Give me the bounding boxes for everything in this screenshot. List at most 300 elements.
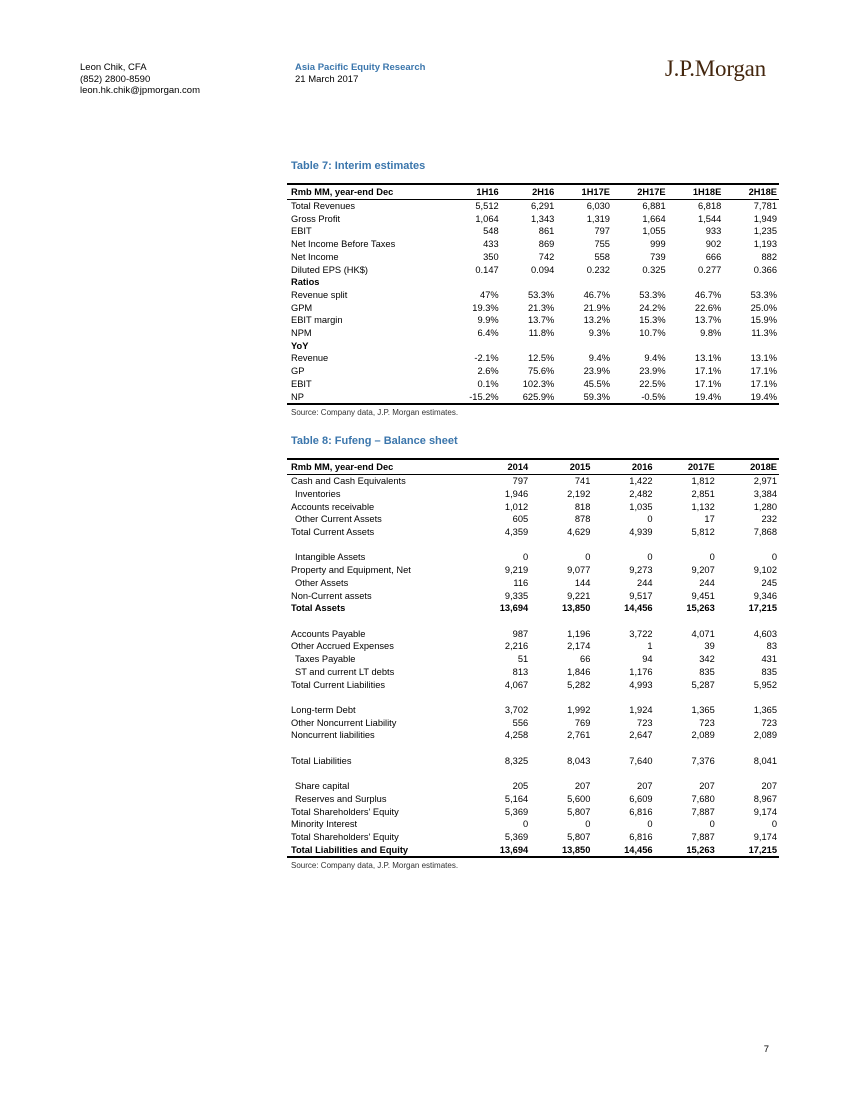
cell-value: 2,192 [567,488,591,499]
row-label [287,539,468,552]
column-header: 2H18E [723,184,779,200]
cell-value [592,691,654,704]
cell-value: 0.277 [698,264,722,275]
row-label: Accounts receivable [291,501,375,512]
column-header: 2H17E [612,184,668,200]
cell-value: 5,164 [504,793,529,804]
column-header: 1H16 [445,184,501,200]
cell-value: 6,030 [586,201,610,211]
cell-value [723,276,779,289]
cell-value: 4,603 [753,628,777,639]
cell-value [445,276,501,289]
table-row [287,640,779,653]
column-header: 1H17E [556,184,612,200]
table-row [287,513,779,526]
cell-value: 1,132 [691,501,715,512]
cell-value: 835 [761,666,777,677]
cell-value: 4,258 [504,730,529,741]
cell-value: 769 [574,717,591,728]
cell-value [468,539,530,552]
cell-value: 13.1% [750,353,777,364]
cell-value [655,691,717,704]
cell-value: 0 [647,819,653,830]
cell-value: 987 [512,628,529,639]
cell-value: 861 [538,226,555,237]
balance-sheet-section [287,435,779,871]
cell-value: 15,263 [686,844,715,855]
cell-value: 666 [705,251,722,262]
cell-value [530,767,592,780]
table7-source: Source: Company data, J.P. Morgan estimates. [291,408,459,418]
cell-value: 1 [647,641,653,652]
cell-value: 548 [483,226,499,237]
cell-value: -2.1% [474,353,499,364]
cell-value: 25.0% [750,302,777,313]
column-header: 2014 [468,459,530,475]
cell-value: 1,992 [567,704,591,715]
cell-value: 12.5% [527,353,555,364]
cell-value: 0.232 [586,264,610,275]
row-label: Total Shareholders' Equity [291,806,399,817]
spacer-row [287,539,779,552]
row-label: Taxes Payable [295,654,356,665]
cell-value: 9,174 [753,831,777,842]
cell-value: 882 [761,251,777,262]
cell-value: 51 [517,654,529,665]
cell-value: 0 [709,552,715,563]
table-row [287,717,779,730]
cell-value: 102.3% [522,378,555,389]
row-label: Other Accrued Expenses [291,641,394,652]
cell-value: 11.8% [528,328,555,339]
column-header: 2016 [592,459,654,475]
cell-value: 2,089 [691,730,715,741]
cell-value [668,340,724,353]
cell-value: 13.7% [527,315,555,326]
cell-value: 39 [704,641,715,652]
cell-value: 232 [761,514,777,525]
row-label: Long-term Debt [291,704,356,715]
cell-value: 0 [523,819,529,830]
cell-value: 558 [594,251,610,262]
row-label: Total Revenues [291,201,356,211]
table-row [287,251,779,264]
row-label [287,615,468,628]
cell-value: 342 [699,654,715,665]
cell-value: 6,609 [629,793,653,804]
cell-value: 8,041 [753,755,777,766]
spacer-row [287,691,779,704]
cell-value: 9.3% [588,328,610,339]
cell-value: 5,600 [567,793,591,804]
column-header: 1H18E [668,184,724,200]
table-row [287,666,779,679]
cell-value: 94 [642,654,653,665]
cell-value: 933 [705,226,722,237]
jpmorgan-logo: J.P.Morgan [664,56,766,81]
row-label: Gross Profit [291,213,341,224]
cell-value: 1,064 [475,213,499,224]
cell-value: 1,846 [567,666,591,677]
cell-value [717,767,779,780]
table-row [287,780,779,793]
cell-value: 11.3% [751,328,777,339]
cell-value: 8,325 [504,755,529,766]
cell-value: 723 [761,717,777,728]
spacer-row [287,742,779,755]
cell-value: 144 [574,577,591,588]
cell-value: 3,722 [629,628,653,639]
cell-value [612,340,668,353]
cell-value: 207 [761,781,777,792]
row-label: Cash and Cash Equivalents [291,476,406,487]
table-row [287,391,779,405]
cell-value: 1,235 [753,226,777,237]
cell-value: 625.9% [522,391,555,402]
row-label: Other Assets [295,577,349,588]
column-header: Rmb MM, year-end Dec [287,459,468,475]
cell-value: 5,952 [753,679,777,690]
cell-value [530,615,592,628]
cell-value: 17.1% [750,366,777,377]
cell-value [501,276,557,289]
cell-value: 5,812 [691,527,715,538]
cell-value: 1,949 [753,213,777,224]
cell-value: 21.9% [583,302,610,313]
cell-value [592,539,654,552]
row-label: Revenue split [291,289,348,300]
cell-value: 2,089 [753,730,777,741]
table-row [287,628,779,641]
division-title: Asia Pacific Equity Research [295,62,426,73]
table8-source: Source: Company data, J.P. Morgan estimates. [291,861,459,871]
table-row [287,590,779,603]
cell-value [655,742,717,755]
cell-value: 797 [594,226,610,237]
analyst-block [80,62,200,97]
cell-value: 66 [580,654,591,665]
cell-value [668,276,724,289]
table-row [287,352,779,365]
cell-value: 1,012 [504,501,529,512]
cell-value: 13,850 [561,603,591,614]
row-label: YoY [291,340,309,351]
row-label: Total Current Assets [291,527,375,538]
table-row [287,653,779,666]
balance-sheet-table [287,458,779,858]
cell-value [530,691,592,704]
cell-value: 1,343 [531,213,555,224]
cell-value: 9,335 [504,590,529,601]
cell-value: 739 [650,251,666,262]
cell-value: 4,067 [504,679,529,690]
cell-value: 5,287 [691,679,715,690]
cell-value: 1,946 [504,488,529,499]
cell-value: 46.7% [583,289,610,300]
cell-value: 9,219 [504,565,529,576]
cell-value: 6,816 [629,831,653,842]
row-label: Inventories [295,488,341,499]
table-row [287,213,779,226]
cell-value [592,742,654,755]
table-row [287,488,779,501]
cell-value: 47% [480,289,499,300]
analyst-email: leon.hk.chik@jpmorgan.com [80,85,201,96]
header-row [287,459,779,475]
cell-value: 7,640 [629,755,653,766]
cell-value [468,742,530,755]
row-label: Total Shareholders' Equity [291,831,399,842]
cell-value: -15.2% [469,391,499,402]
table-row [287,276,779,289]
cell-value: 13,694 [499,844,529,855]
cell-value [468,615,530,628]
cell-value [445,340,501,353]
cell-value: 0.1% [477,378,499,389]
cell-value: 0.366 [753,264,777,275]
row-label [287,767,468,780]
cell-value: -0.5% [641,391,666,402]
cell-value: 8,967 [753,793,777,804]
division-block [295,62,425,85]
row-label: Other Current Assets [295,514,382,525]
cell-value: 2,851 [691,488,715,499]
cell-value: 15.9% [750,315,777,326]
row-label: Property and Equipment, Net [291,565,411,576]
cell-value: 13.1% [694,353,722,364]
cell-value: 7,781 [753,201,777,211]
table-row [287,302,779,315]
column-header: 2H16 [501,184,557,200]
row-label: Non-Current assets [291,590,372,601]
table-row [287,526,779,539]
table-row [287,327,779,340]
cell-value: 902 [705,239,722,250]
cell-value: 9.8% [700,328,722,339]
table-row [287,729,779,742]
spacer-row [287,615,779,628]
cell-value: 2,216 [504,641,529,652]
table-row [287,340,779,353]
cell-value: 1,422 [629,476,653,487]
cell-value: 9,207 [691,565,715,576]
cell-value: 4,939 [629,527,653,538]
cell-value [556,276,612,289]
table-row [287,225,779,238]
table-row [287,844,779,858]
cell-value: 0 [647,552,653,563]
cell-value: 1,664 [642,213,666,224]
table-row [287,806,779,819]
row-label: Net Income Before Taxes [291,239,396,250]
cell-value [612,276,668,289]
table-row [287,289,779,302]
cell-value: 9,346 [753,590,777,601]
table-row [287,679,779,692]
cell-value: 1,280 [753,501,777,512]
table-row [287,314,779,327]
row-label: Share capital [295,781,350,792]
cell-value: 9,102 [753,565,777,576]
table-row [287,577,779,590]
cell-value: 9,221 [567,590,591,601]
cell-value: 19.4% [694,391,722,402]
cell-value [717,691,779,704]
cell-value [717,742,779,755]
cell-value: 15.3% [639,315,666,326]
cell-value: 4,071 [691,628,715,639]
cell-value: 23.9% [639,366,666,377]
cell-value: 9,517 [629,590,653,601]
cell-value: 10.7% [639,328,666,339]
cell-value: 1,055 [642,226,666,237]
page-number: 7 [763,1044,769,1055]
cell-value: 5,282 [567,679,591,690]
cell-value: 53.3% [639,289,666,300]
cell-value: 605 [512,514,529,525]
table-row [287,602,779,615]
cell-value [592,615,654,628]
column-header: Rmb MM, year-end Dec [287,184,445,200]
cell-value: 1,035 [629,501,653,512]
cell-value: 75.6% [527,366,555,377]
cell-value: 14,456 [624,603,653,614]
cell-value: 17.1% [694,366,722,377]
cell-value: 0 [709,819,715,830]
cell-value: 723 [637,717,653,728]
row-label: Ratios [291,277,320,288]
cell-value: 6,818 [698,201,722,211]
row-label: Total Liabilities [291,755,352,766]
cell-value: 878 [574,514,591,525]
report-date: 21 March 2017 [295,73,359,85]
cell-value: 1,544 [698,213,722,224]
table-row [287,564,779,577]
cell-value: 14,456 [624,844,653,855]
cell-value: 53.3% [527,289,555,300]
row-label: NPM [291,328,312,339]
cell-value: 245 [761,577,777,588]
row-label: EBIT margin [291,315,343,326]
row-label: Minority Interest [291,819,358,830]
cell-value: 3,702 [504,704,529,715]
cell-value: 1,193 [753,239,777,250]
cell-value: 0.325 [642,264,666,275]
cell-value: 83 [766,641,777,652]
cell-value: 13,694 [499,603,529,614]
table-row [287,793,779,806]
cell-value: 797 [512,476,529,487]
cell-value [556,340,612,353]
table-row [287,264,779,277]
table-row [287,755,779,768]
report-content [287,160,779,888]
cell-value: 6,881 [642,201,666,211]
cell-value: 9,273 [629,565,653,576]
row-label: Noncurrent liabilities [291,730,375,741]
cell-value: 869 [538,239,555,250]
row-label: EBIT [291,226,312,237]
cell-value: 1,365 [753,704,777,715]
cell-value: 24.2% [639,302,666,313]
column-header: 2018E [717,459,779,475]
cell-value: 244 [637,577,653,588]
cell-value: 7,376 [691,755,715,766]
cell-value: 207 [699,781,715,792]
row-label: Total Assets [291,603,346,614]
cell-value: 7,868 [753,527,777,538]
cell-value: 1,196 [567,628,591,639]
column-header: 2015 [530,459,592,475]
table-row [287,551,779,564]
cell-value: 5,807 [567,831,591,842]
cell-value: 6,291 [531,201,555,211]
cell-value: 818 [574,501,591,512]
interim-estimates-section [287,160,779,418]
cell-value: 2,174 [567,641,591,652]
table-row [287,704,779,717]
cell-value: 7,887 [691,831,715,842]
cell-value: 116 [513,577,529,588]
cell-value: 8,043 [567,755,591,766]
cell-value: 7,680 [691,793,715,804]
cell-value: 742 [538,251,555,262]
cell-value [655,539,717,552]
cell-value: 22.5% [639,378,666,389]
cell-value: 9.9% [477,315,499,326]
cell-value: 0 [585,552,591,563]
cell-value: 9,174 [753,806,777,817]
table-row [287,378,779,391]
cell-value: 207 [637,781,653,792]
cell-value: 17 [704,514,715,525]
cell-value: 4,359 [504,527,529,538]
cell-value: 5,369 [504,831,529,842]
cell-value: 835 [699,666,715,677]
cell-value: 9,451 [691,590,715,601]
cell-value [530,539,592,552]
cell-value: 21.3% [527,302,555,313]
row-label [287,742,468,755]
cell-value [468,767,530,780]
cell-value: 2,482 [629,488,653,499]
cell-value: 2.6% [477,366,499,377]
cell-value: 6.4% [477,328,499,339]
cell-value: 0 [771,819,777,830]
row-label: Revenue [291,353,329,364]
cell-value [655,767,717,780]
column-header: 2017E [655,459,717,475]
table-row [287,365,779,378]
cell-value: 2,647 [629,730,653,741]
cell-value: 0 [647,514,653,525]
cell-value: 17.1% [694,378,722,389]
cell-value: 0 [523,552,529,563]
row-label: GPM [291,302,313,313]
row-label: EBIT [291,378,312,389]
row-label: NP [291,391,304,402]
cell-value: 46.7% [694,289,722,300]
cell-value: 0 [771,552,777,563]
cell-value [717,615,779,628]
cell-value: 1,812 [691,476,715,487]
cell-value: 350 [483,251,499,262]
cell-value: 5,807 [567,806,591,817]
cell-value [592,767,654,780]
cell-value: 813 [512,666,529,677]
cell-value: 7,887 [691,806,715,817]
cell-value: 244 [699,577,715,588]
